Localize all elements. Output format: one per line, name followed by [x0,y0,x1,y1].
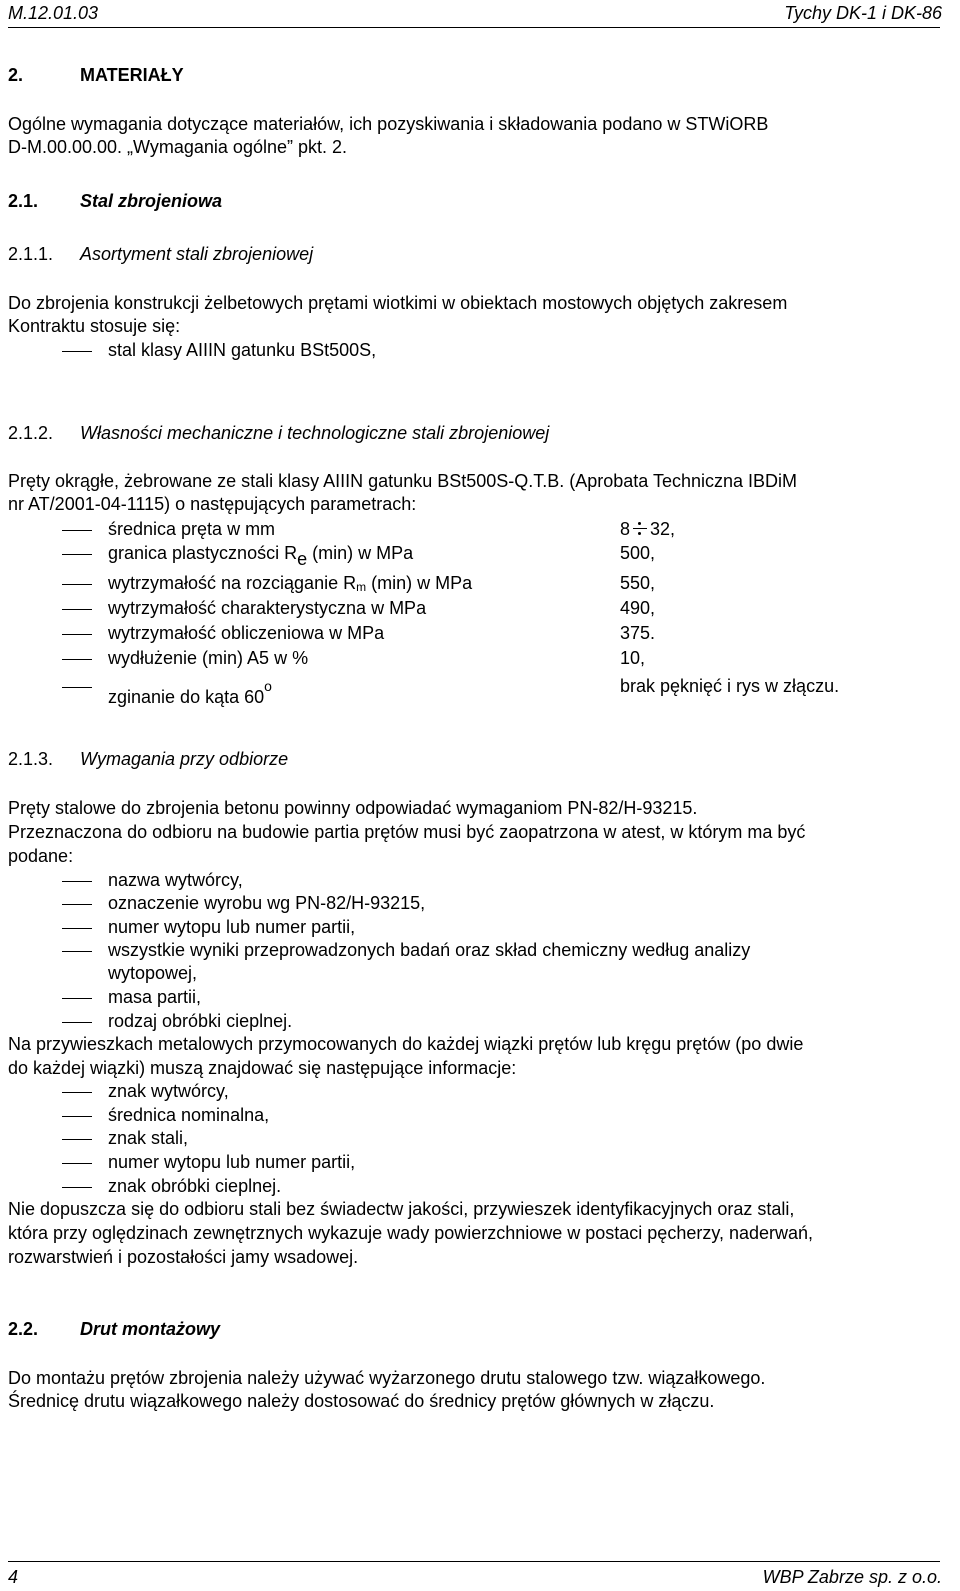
subsection-title: Stal zbrojeniowa [80,191,223,211]
paragraph-line: rozwarstwień i pozostałości jamy wsadowej. [8,1247,359,1267]
param-label: wytrzymałość obliczeniowa w MPa [108,623,385,643]
param-subscript: e [297,549,308,569]
list-dash [62,1092,92,1093]
list-dash [62,634,92,635]
subsection-number: 2.1.2. [8,423,54,443]
subsection-number: 2.1. [8,191,39,211]
list-item: rodzaj obróbki cieplnej. [108,1011,293,1031]
list-item: oznaczenie wyrobu wg PN-82/H-93215, [108,893,426,913]
list-dash [62,1116,92,1117]
list-dash [62,951,92,952]
list-item: średnica nominalna, [108,1105,270,1125]
list-item: nazwa wytwórcy, [108,870,243,890]
param-label: średnica pręta w mm [108,519,276,539]
range-min: 8 [620,519,631,539]
paragraph-line: Pręty okrągłe, żebrowane ze stali klasy AIIIN gatunku BSt500S-Q.T.B. (Aprobata Techniczna IBDiM [8,471,798,491]
param-subscript: m [356,580,367,594]
paragraph-line: Do zbrojenia konstrukcji żelbetowych prętami wiotkimi w obiektach mostowych objętych zakresem [8,293,788,313]
header-doc-code: M.12.01.03 [8,3,99,23]
list-item: stal klasy AIIIN gatunku BSt500S, [108,340,377,360]
paragraph-line: do każdej wiązki) muszą znajdować się następujące informacje: [8,1058,517,1078]
list-dash [62,928,92,929]
paragraph-line: Na przywieszkach metalowych przymocowanych do każdej wiązki prętów lub kręgu prętów (po dwie [8,1034,804,1054]
subsection-title: Asortyment stali zbrojeniowej [80,244,314,264]
subsection-title: Drut montażowy [80,1319,221,1339]
paragraph-line: Pręty stalowe do zbrojenia betonu powinny odpowiadać wymaganiom PN-82/H-93215. [8,798,698,818]
param-label: wydłużenie (min) A5 w % [108,648,309,668]
list-dash [62,609,92,610]
list-item: znak stali, [108,1128,189,1148]
list-item: numer wytopu lub numer partii, [108,1152,356,1172]
paragraph-line: Kontraktu stosuje się: [8,316,181,336]
list-dash [62,687,92,688]
page-number: 4 [8,1567,19,1587]
paragraph-line: D-M.00.00.00. „Wymagania ogólne” pkt. 2. [8,137,348,157]
param-value: 500, [620,543,656,563]
paragraph-line: podane: [8,846,74,866]
list-item: wszystkie wyniki przeprowadzonych badań oraz skład chemiczny według analizy [108,940,751,960]
param-label-text: (min) w MPa [307,543,414,563]
list-dash [62,1163,92,1164]
list-item: znak obróbki cieplnej. [108,1176,282,1196]
param-label: wytrzymałość charakterystyczna w MPa [108,598,427,618]
list-dash [62,881,92,882]
param-label [108,572,472,599]
list-dash [62,998,92,999]
list-item: znak wytwórcy, [108,1081,229,1101]
paragraph-line: Ogólne wymagania dotyczące materiałów, ich pozyskiwania i składowania podano w STWiORB [8,114,769,134]
list-dash [62,530,92,531]
param-label-text: wytrzymałość na rozciąganie R [108,573,357,593]
subsection-number: 2.1.1. [8,244,54,264]
range-division-icon [632,522,648,536]
list-dash [62,584,92,585]
list-dash [62,659,92,660]
param-label [108,675,272,709]
list-dash [62,554,92,555]
range-max: 32, [650,519,676,539]
param-label [108,542,413,571]
paragraph-line: Do montażu prętów zbrojenia należy używać wyżarzonego drutu stalowego tzw. wiązałkowego. [8,1368,766,1388]
param-label-text: (min) w MPa [366,573,473,593]
header-divider [8,27,940,28]
param-value: 550, [620,573,656,593]
list-dash [62,351,92,352]
subsection-title: Wymagania przy odbiorze [80,749,289,769]
list-item: masa partii, [108,987,202,1007]
paragraph-line: Nie dopuszcza się do odbioru stali bez świadectw jakości, przywieszek identyfikacyjnych oraz stali, [8,1199,795,1219]
param-value: 375. [620,623,656,643]
paragraph-line: nr AT/2001-04-1115) o następujących parametrach: [8,494,417,514]
param-value: 10, [620,648,646,668]
section-title: MATERIAŁY [80,65,184,85]
list-item-continuation: wytopowej, [108,963,198,983]
footer-divider [8,1561,940,1562]
list-dash [62,1022,92,1023]
param-value [620,518,675,541]
degree-symbol: o [264,678,272,694]
subsection-number: 2.1.3. [8,749,54,769]
list-dash [62,1187,92,1188]
param-value: brak pęknięć i rys w złączu. [620,676,840,696]
list-dash [62,904,92,905]
list-dash [62,1139,92,1140]
subsection-number: 2.2. [8,1319,39,1339]
header-project: Tychy DK-1 i DK-86 [784,3,942,23]
subsection-title: Własności mechaniczne i technologiczne stali zbrojeniowej [80,423,550,443]
paragraph-line: która przy oględzinach zewnętrznych wykazuje wady powierzchniowe w postaci pęcherzy, naderwań, [8,1223,814,1243]
footer-company: WBP Zabrze sp. z o.o. [762,1567,942,1587]
param-value: 490, [620,598,656,618]
section-number: 2. [8,65,24,85]
paragraph-line: Przeznaczona do odbioru na budowie partia prętów musi być zaopatrzona w atest, w którym ma być [8,822,806,842]
paragraph-line: Średnicę drutu wiązałkowego należy dostosować do średnicy prętów głównych w złączu. [8,1391,715,1411]
param-label-text: granica plastyczności R [108,543,298,563]
list-item: numer wytopu lub numer partii, [108,917,356,937]
param-label-text: zginanie do kąta 60 [108,687,265,707]
